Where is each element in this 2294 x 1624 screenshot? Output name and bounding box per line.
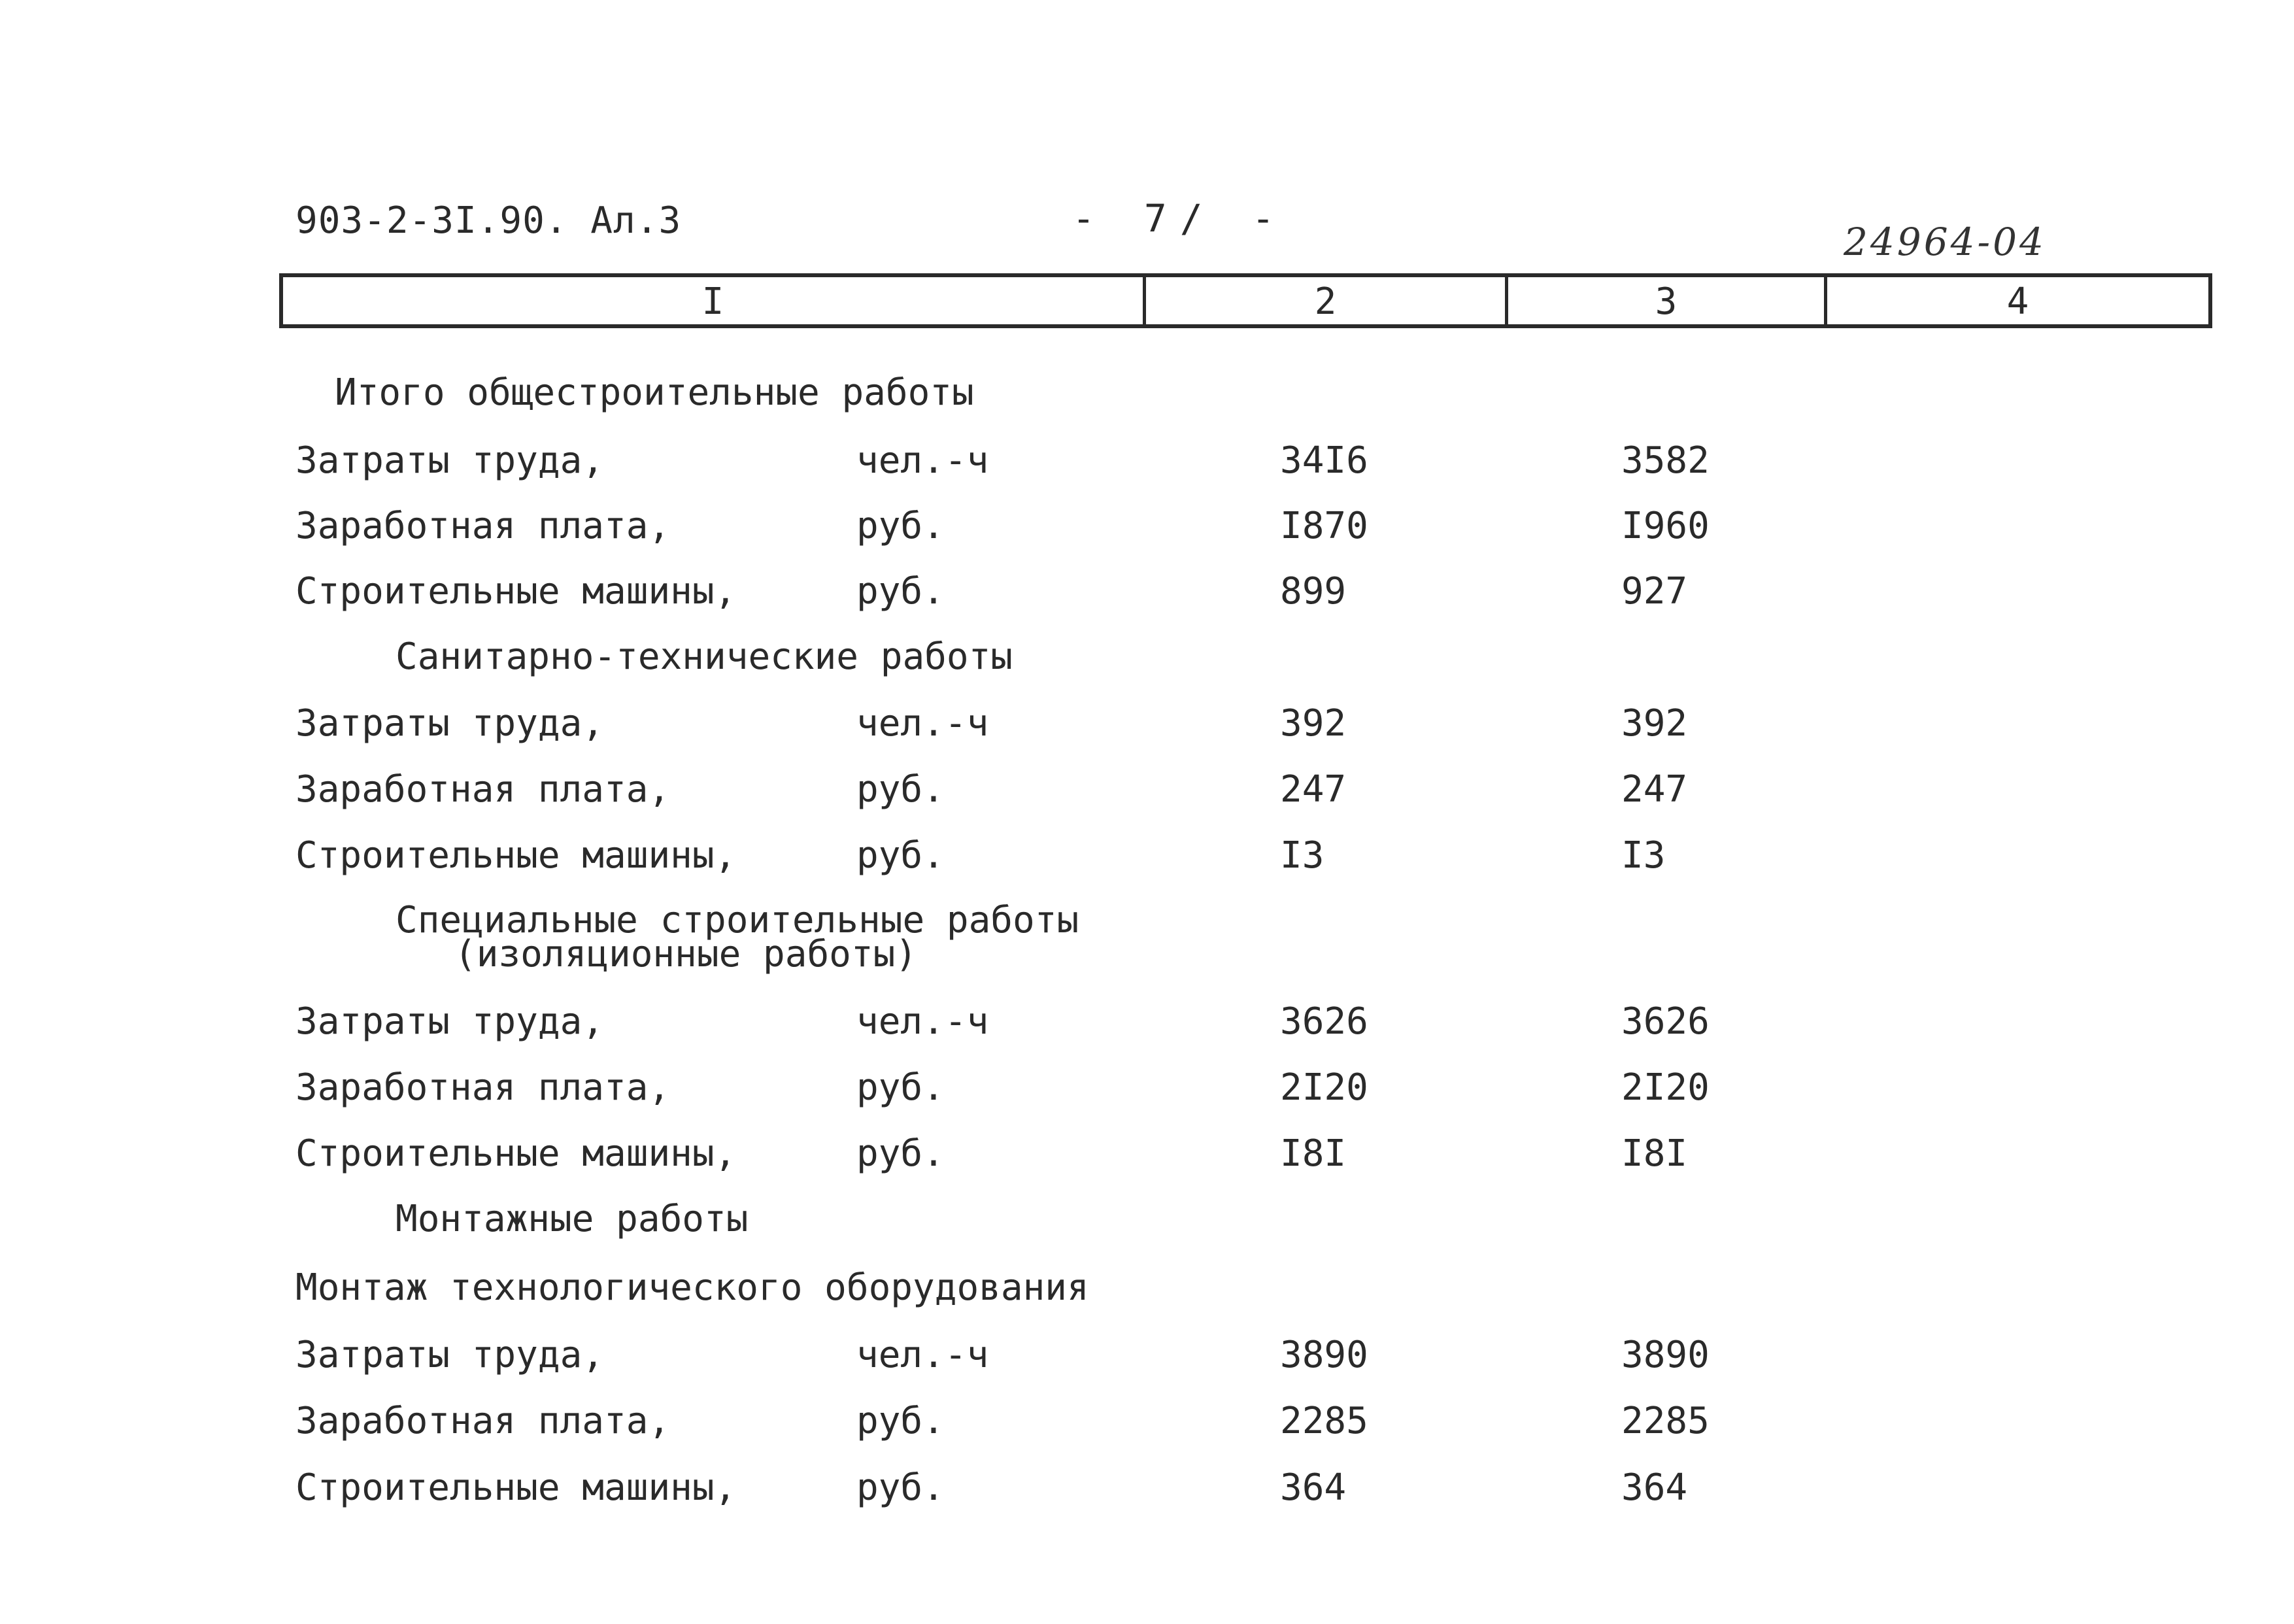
row-label: Заработная плата,: [295, 1400, 671, 1442]
row-value-col2: 3890: [1280, 1334, 1368, 1376]
row-value-col2: I870: [1280, 505, 1368, 547]
row-label: Затраты труда,: [295, 702, 605, 745]
row-value-col2: 899: [1280, 570, 1347, 613]
row-unit: чел.-ч: [856, 439, 989, 482]
row-label: Строительные машины,: [295, 570, 737, 613]
row-value-col3: 3626: [1621, 1000, 1710, 1043]
column-header-2: 2: [1146, 277, 1508, 324]
row-value-col2: 34I6: [1280, 439, 1368, 482]
row-value-col3: 2I20: [1621, 1066, 1710, 1109]
row-label: Строительные машины,: [295, 834, 737, 877]
table-row: [0, 1466, 2294, 1512]
row-value-col2: 3626: [1280, 1000, 1368, 1043]
row-label: Затраты труда,: [295, 439, 605, 482]
row-unit: руб.: [856, 1066, 945, 1109]
row-unit: руб.: [856, 505, 945, 547]
archive-number: 24964-04: [1844, 220, 2046, 264]
row-value-col2: I3: [1280, 834, 1324, 877]
section-title: Итого общестроительные работы: [335, 371, 974, 414]
column-header-3: 3: [1508, 277, 1827, 324]
table-row: [0, 1000, 2294, 1046]
row-value-col3: 2285: [1621, 1400, 1710, 1442]
section-title: Специальные строительные работы: [396, 899, 1079, 941]
table-row: [0, 570, 2294, 616]
table-row: [0, 1334, 2294, 1379]
row-unit: руб.: [856, 1466, 945, 1509]
row-unit: чел.-ч: [856, 1000, 989, 1043]
row-value-col3: 927: [1621, 570, 1688, 613]
table-row: [0, 439, 2294, 485]
row-value-col3: 247: [1621, 768, 1688, 811]
row-label: Заработная плата,: [295, 505, 671, 547]
page-number: - 7/ -: [1072, 196, 1288, 241]
table-row: [0, 1400, 2294, 1446]
row-label: Заработная плата,: [295, 1066, 671, 1109]
row-value-col3: 364: [1621, 1466, 1688, 1509]
section-subtitle: Монтаж технологического оборудования: [295, 1266, 1089, 1309]
table-row: [0, 834, 2294, 880]
row-unit: руб.: [856, 834, 945, 877]
row-label: Затраты труда,: [295, 1000, 605, 1043]
row-value-col2: 247: [1280, 768, 1347, 811]
document-code: 903-2-3I.90. Ал.3: [295, 199, 682, 242]
row-value-col2: 2I20: [1280, 1066, 1368, 1109]
row-value-col3: 3582: [1621, 439, 1710, 482]
row-value-col3: I960: [1621, 505, 1710, 547]
row-unit: чел.-ч: [856, 1334, 989, 1376]
row-label: Затраты труда,: [295, 1334, 605, 1376]
row-value-col3: 392: [1621, 702, 1688, 745]
row-unit: руб.: [856, 1400, 945, 1442]
column-header-4: 4: [2006, 280, 2029, 323]
row-value-col2: 392: [1280, 702, 1347, 745]
row-value-col3: 3890: [1621, 1334, 1710, 1376]
row-label: Строительные машины,: [295, 1132, 737, 1175]
row-value-col2: I8I: [1280, 1132, 1347, 1175]
table-row: [0, 1066, 2294, 1112]
row-value-col2: 2285: [1280, 1400, 1368, 1442]
row-value-col3: I3: [1621, 834, 1666, 877]
row-value-col3: I8I: [1621, 1132, 1688, 1175]
row-label: Заработная плата,: [295, 768, 671, 811]
column-header-row: [279, 273, 2212, 328]
row-unit: руб.: [856, 1132, 945, 1175]
row-value-col2: 364: [1280, 1466, 1347, 1509]
section-title: Монтажные работы: [396, 1198, 749, 1240]
row-unit: руб.: [856, 570, 945, 613]
table-row: [0, 702, 2294, 748]
row-label: Строительные машины,: [295, 1466, 737, 1509]
table-row: [0, 505, 2294, 550]
section-title: Санитарно-технические работы: [396, 635, 1013, 678]
table-row: [0, 768, 2294, 814]
section-title-line2: (изоляционные работы): [454, 933, 918, 975]
row-unit: руб.: [856, 768, 945, 811]
row-unit: чел.-ч: [856, 702, 989, 745]
table-row: [0, 1132, 2294, 1178]
column-header-1: I: [283, 277, 1146, 324]
